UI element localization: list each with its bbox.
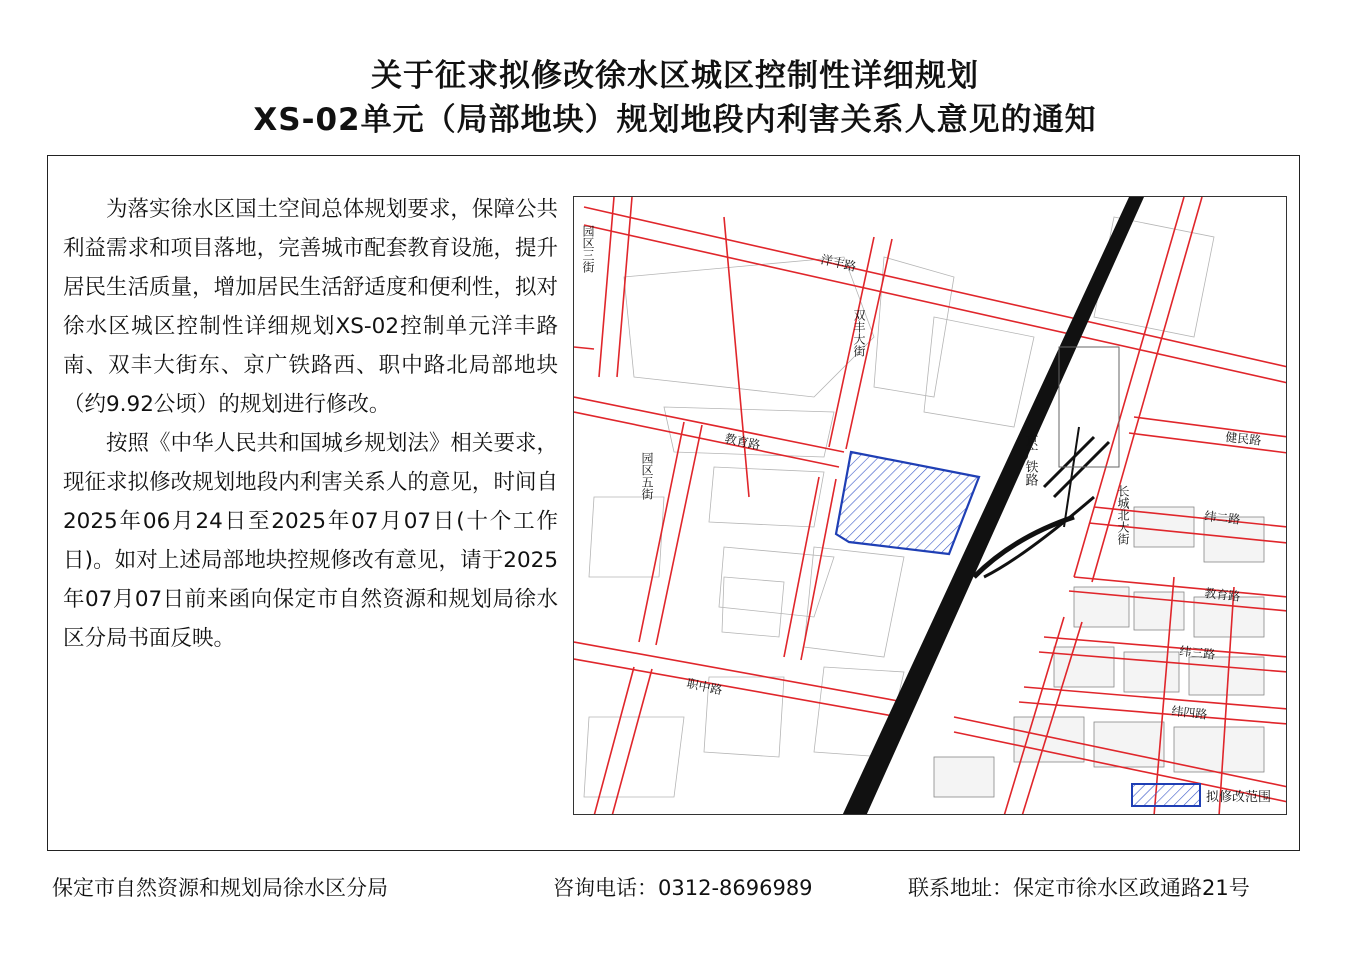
label-changcheng-north: 长城北大街 xyxy=(1116,485,1130,545)
label-jiaoyu-road-west: 教育路 xyxy=(723,431,762,453)
title-line-2: XS-02单元（局部地块）规划地段内利害关系人意见的通知 xyxy=(253,102,1097,138)
label-jianmin-road: 健民路 xyxy=(1224,430,1262,448)
label-yuanqu-5th: 园区五街 xyxy=(640,452,654,500)
paragraph-1: 为落实徐水区国土空间总体规划要求，保障公共利益需求和项目落地，完善城市配套教育设施，提升居民生活质量，增加居民生活舒适度和便利性，拟对徐水区城区控制性详细规划XS-02控制单元洋丰路南、双丰大街东、京广铁路西、职中路北局部地块（约9.92公顷）的规划进行修改。 xyxy=(63,197,558,417)
title-line-1: 关于征求拟修改徐水区城区控制性详细规划 xyxy=(371,58,979,94)
legend-label: 拟修改范围 xyxy=(1206,790,1272,805)
label-zhizhong-road: 职中路 xyxy=(685,676,724,698)
label-wei2-road: 纬二路 xyxy=(1203,509,1241,527)
paragraph-2: 按照《中华人民共和国城乡规划法》相关要求，现征求拟修改规划地段内利害关系人的意见，时间自2025年06月24日至2025年07月07日(十个工作日)。如对上述局部地块控规修改有意见，请于2025年07月07日前来函向保定市自然资源和规划局徐水区分局书面反映。 xyxy=(63,431,558,651)
footer-phone: 咨询电话：0312-8696989 xyxy=(553,876,813,900)
label-jiaoyu-road-east: 教育路 xyxy=(1203,586,1241,604)
revision-site xyxy=(836,452,979,554)
planning-map xyxy=(573,196,1287,815)
label-shuangfeng-ave: 双丰大街 xyxy=(852,309,866,357)
map-legend xyxy=(1132,784,1271,806)
label-yangfeng-road: 洋丰路 xyxy=(819,252,858,275)
label-wei4-road: 纬四路 xyxy=(1170,704,1208,722)
label-wei3-road: 纬三路 xyxy=(1178,644,1216,662)
notice-body xyxy=(63,190,558,658)
footer-agency: 保定市自然资源和规划局徐水区分局 xyxy=(52,876,388,900)
label-yuanqu-3rd: 园区三街 xyxy=(581,225,595,273)
footer-address: 联系地址：保定市徐水区政通路21号 xyxy=(908,876,1250,900)
label-jingguang-railway: 京广铁路 xyxy=(1022,434,1038,486)
